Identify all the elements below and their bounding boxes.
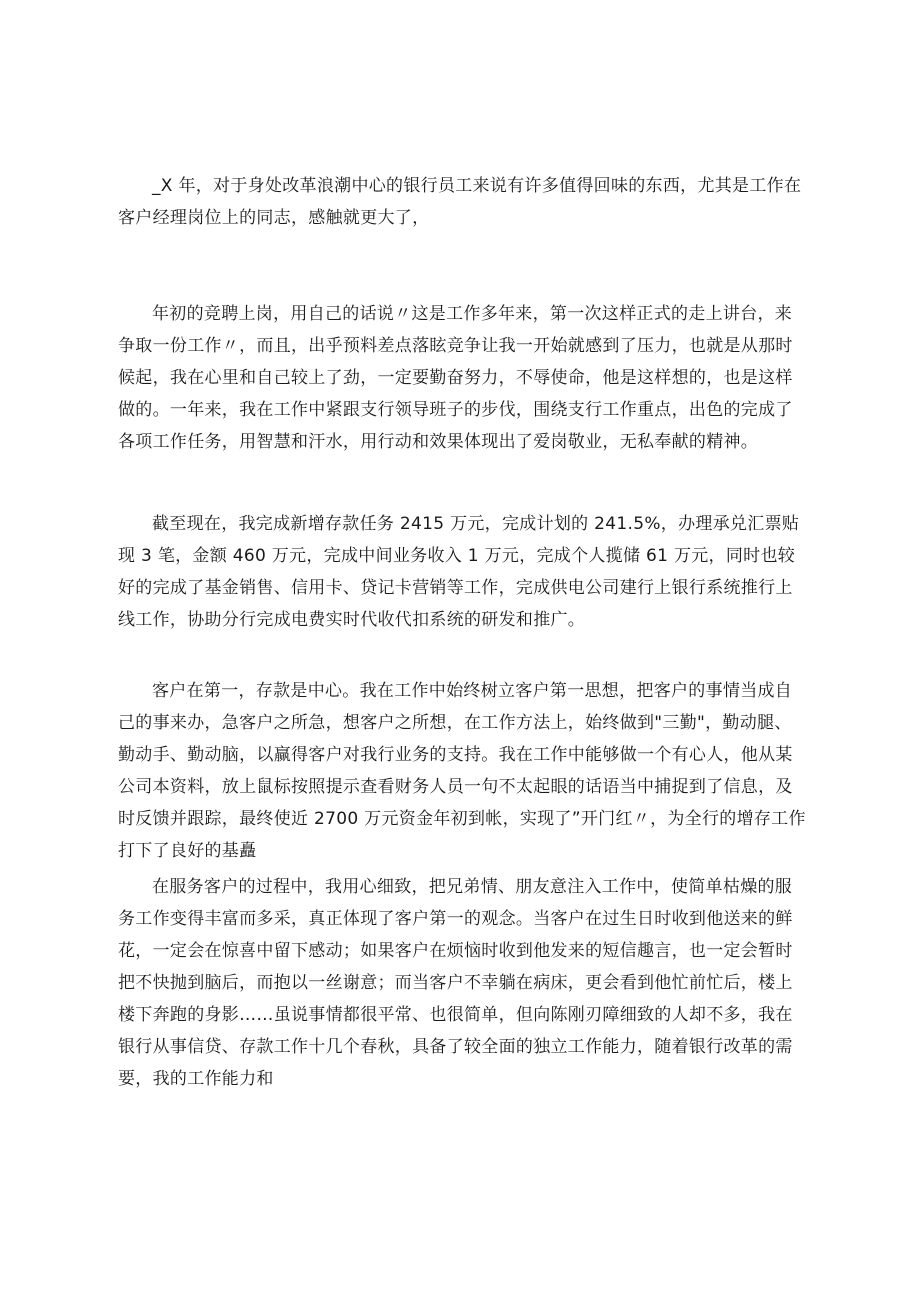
paragraph-service: 在服务客户的过程中，我用心细致，把兄弟情、朋友意注入工作中，使简单枯燥的服务工作变得丰富而多采，真正体现了客户第一的观念。当客户在过生日时收到他送来的鲜花，一定会在惊喜中留下感动；如果客户在烦恼时收到他发来的短信趣言，也一定会暂时把不快抛到脑后，而抱以一丝谢意；而当客户不幸躺在病床，更会看到他忙前忙后，楼上楼下奔跑的身影……虽说事情都很平常、也很简单，但向陈刚刃障细致的人却不多，我在银行从事信贷、存款工作十几个春秋，具备了较全面的独立工作能力，随着银行改革的需要，我的工作能力和 [118, 877, 793, 1089]
paragraph-competition: 年初的竞聘上岗，用自己的话说〃这是工作多年来，第一次这样正式的走上讲台，来争取一份工作〃，而且，出乎预料差点落眩竞争让我一开始就感到了压力，也就是从那时候起，我在心里和自己较上了劲，一定要勤奋努力，不辱使命，他是这样想的，也是这样做的。一年来，我在工作中紧跟支行领导班子的步伐，围绕支行工作重点，出色的完成了各项工作任务，用智慧和汗水，用行动和效果体现出了爱岗敬业，无私奉献的精神。 [118, 304, 793, 452]
paragraph-achievements: 截至现在，我完成新增存款任务 2415 万元，完成计划的 241.5%，办理承兑汇票贴现 3 笔，金额 460 万元，完成中间业务收入 1 万元，完成个人揽储 61 万元，同时也较好的完成了基金销售、信用卡、贷记卡营销等工作，完成供电公司建行上银行系统推行上线工作，协助分行完成电费实时代收代扣系统的研发和推广。 [118, 514, 800, 630]
paragraph-intro: _X 年，对于身处改革浪潮中心的银行员工来说有许多值得回味的东西，尤其是工作在客户经理岗位上的同志，感触就更大了， [118, 176, 802, 228]
paragraph-customer-first: 客户在第一，存款是中心。我在工作中始终树立客户第一思想，把客户的事情当成自己的事来办，急客户之所急，想客户之所想，在工作方法上，始终做到"三勤"，勤动腿、勤动手、勤动脑，以赢得客户对我行业务的支持。我在工作中能够做一个有心人，他从某公司本资料，放上鼠标按照提示查看财务人员一句不太起眼的话语当中捕捉到了信息，及时反馈并跟踪，最终使近 2700 万元资金年初到帐，实现了”开门红〃，为全行的增存工作打下了良好的基矗 [118, 681, 806, 861]
